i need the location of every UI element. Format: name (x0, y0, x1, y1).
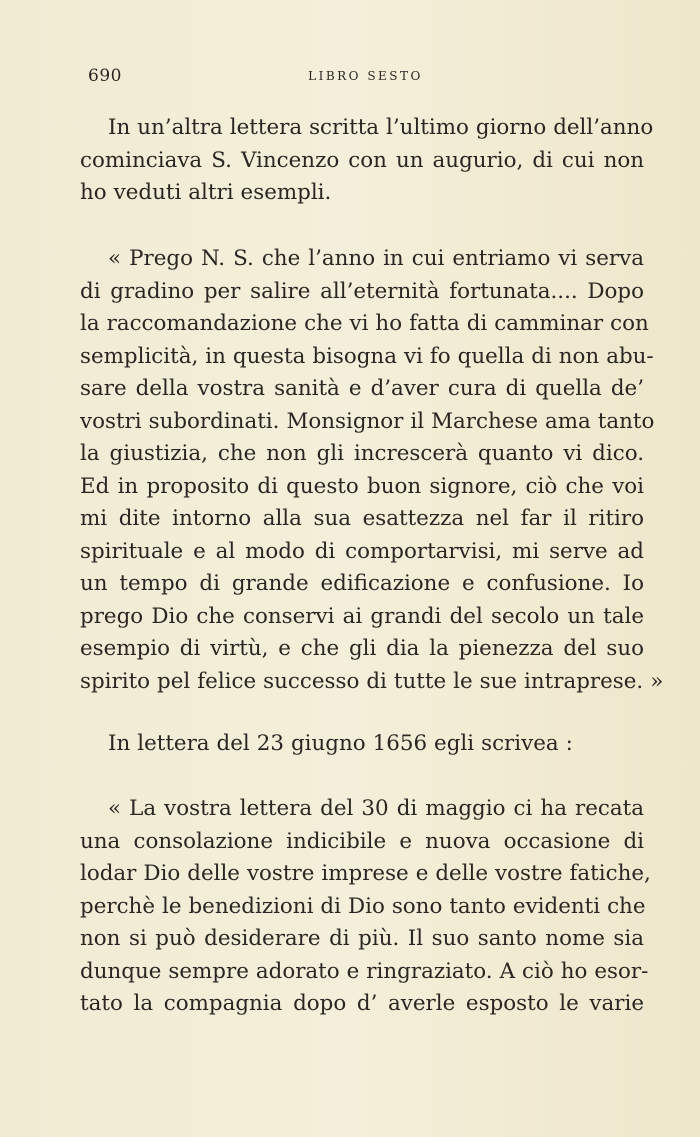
text-line: prego Dio che conservi ai grandi del secolo un tale (80, 603, 644, 629)
text-line: « La vostra lettera del 30 di maggio ci ha recata (108, 796, 644, 821)
text-line: esempio di virtù, e che gli dia la pienezza del suo (80, 636, 644, 661)
text-line: la raccomandazione che vi ho fatta di camminar con (80, 311, 649, 336)
text-line: cominciava S. Vincenzo con un augurio, di cui non (80, 147, 644, 173)
page-number: 690 (88, 66, 122, 86)
text-line: « Prego N. S. che l’anno in cui entriamo vi serva (108, 246, 644, 271)
text-line: semplicità, in questa bisogna vi fo quella di non abu- (80, 343, 654, 369)
text-line: sare della vostra sanità e d’aver cura di quella de’ (80, 376, 644, 401)
paragraph-quote-2 (80, 793, 651, 1021)
text-line: spirito pel felice successo di tutte le sue intraprese. » (80, 668, 664, 694)
text-line: una consolazione indicibile e nuova occasione di (80, 828, 644, 854)
text-line: perchè le benedizioni di Dio sono tanto evidenti che (80, 893, 646, 919)
text-line: Ed in proposito di questo buon signore, ciò che voi (80, 473, 644, 499)
text-line: lodar Dio delle vostre imprese e delle vostre fatiche, (80, 861, 651, 886)
paragraph-quote-1 (80, 243, 664, 698)
text-line: vostri subordinati. Monsignor il Marchese ama tanto (80, 408, 655, 434)
text-line: un tempo di grande edificazione e confusione. Io (80, 571, 644, 596)
text-line: non si può desiderare di più. Il suo santo nome sia (80, 926, 644, 951)
text-line: tato la compagnia dopo d’ averle esposto le varie (80, 991, 644, 1016)
text-line: la giustizia, che non gli increscerà quanto vi dico. (80, 441, 644, 466)
text-line: dunque sempre adorato e ringraziato. A ciò ho esor- (80, 958, 649, 984)
paragraph-letter-date (80, 728, 644, 761)
text-line: di gradino per salire all’eternità fortunata.... Dopo (80, 278, 644, 304)
running-title: LIBRO SESTO (308, 69, 423, 83)
text-line: In lettera del 23 giugno 1656 egli scrivea : (108, 731, 573, 756)
text-line: In un’altra lettera scritta l’ultimo giorno dell’anno (108, 115, 654, 140)
text-line: ho veduti altri esempli. (80, 180, 332, 205)
text-line: spirituale e al modo di comportarvisi, mi serve ad (80, 538, 644, 564)
paragraph-intro (80, 112, 654, 210)
page-header (88, 66, 643, 90)
text-line: mi dite intorno alla sua esattezza nel far il ritiro (80, 506, 644, 531)
